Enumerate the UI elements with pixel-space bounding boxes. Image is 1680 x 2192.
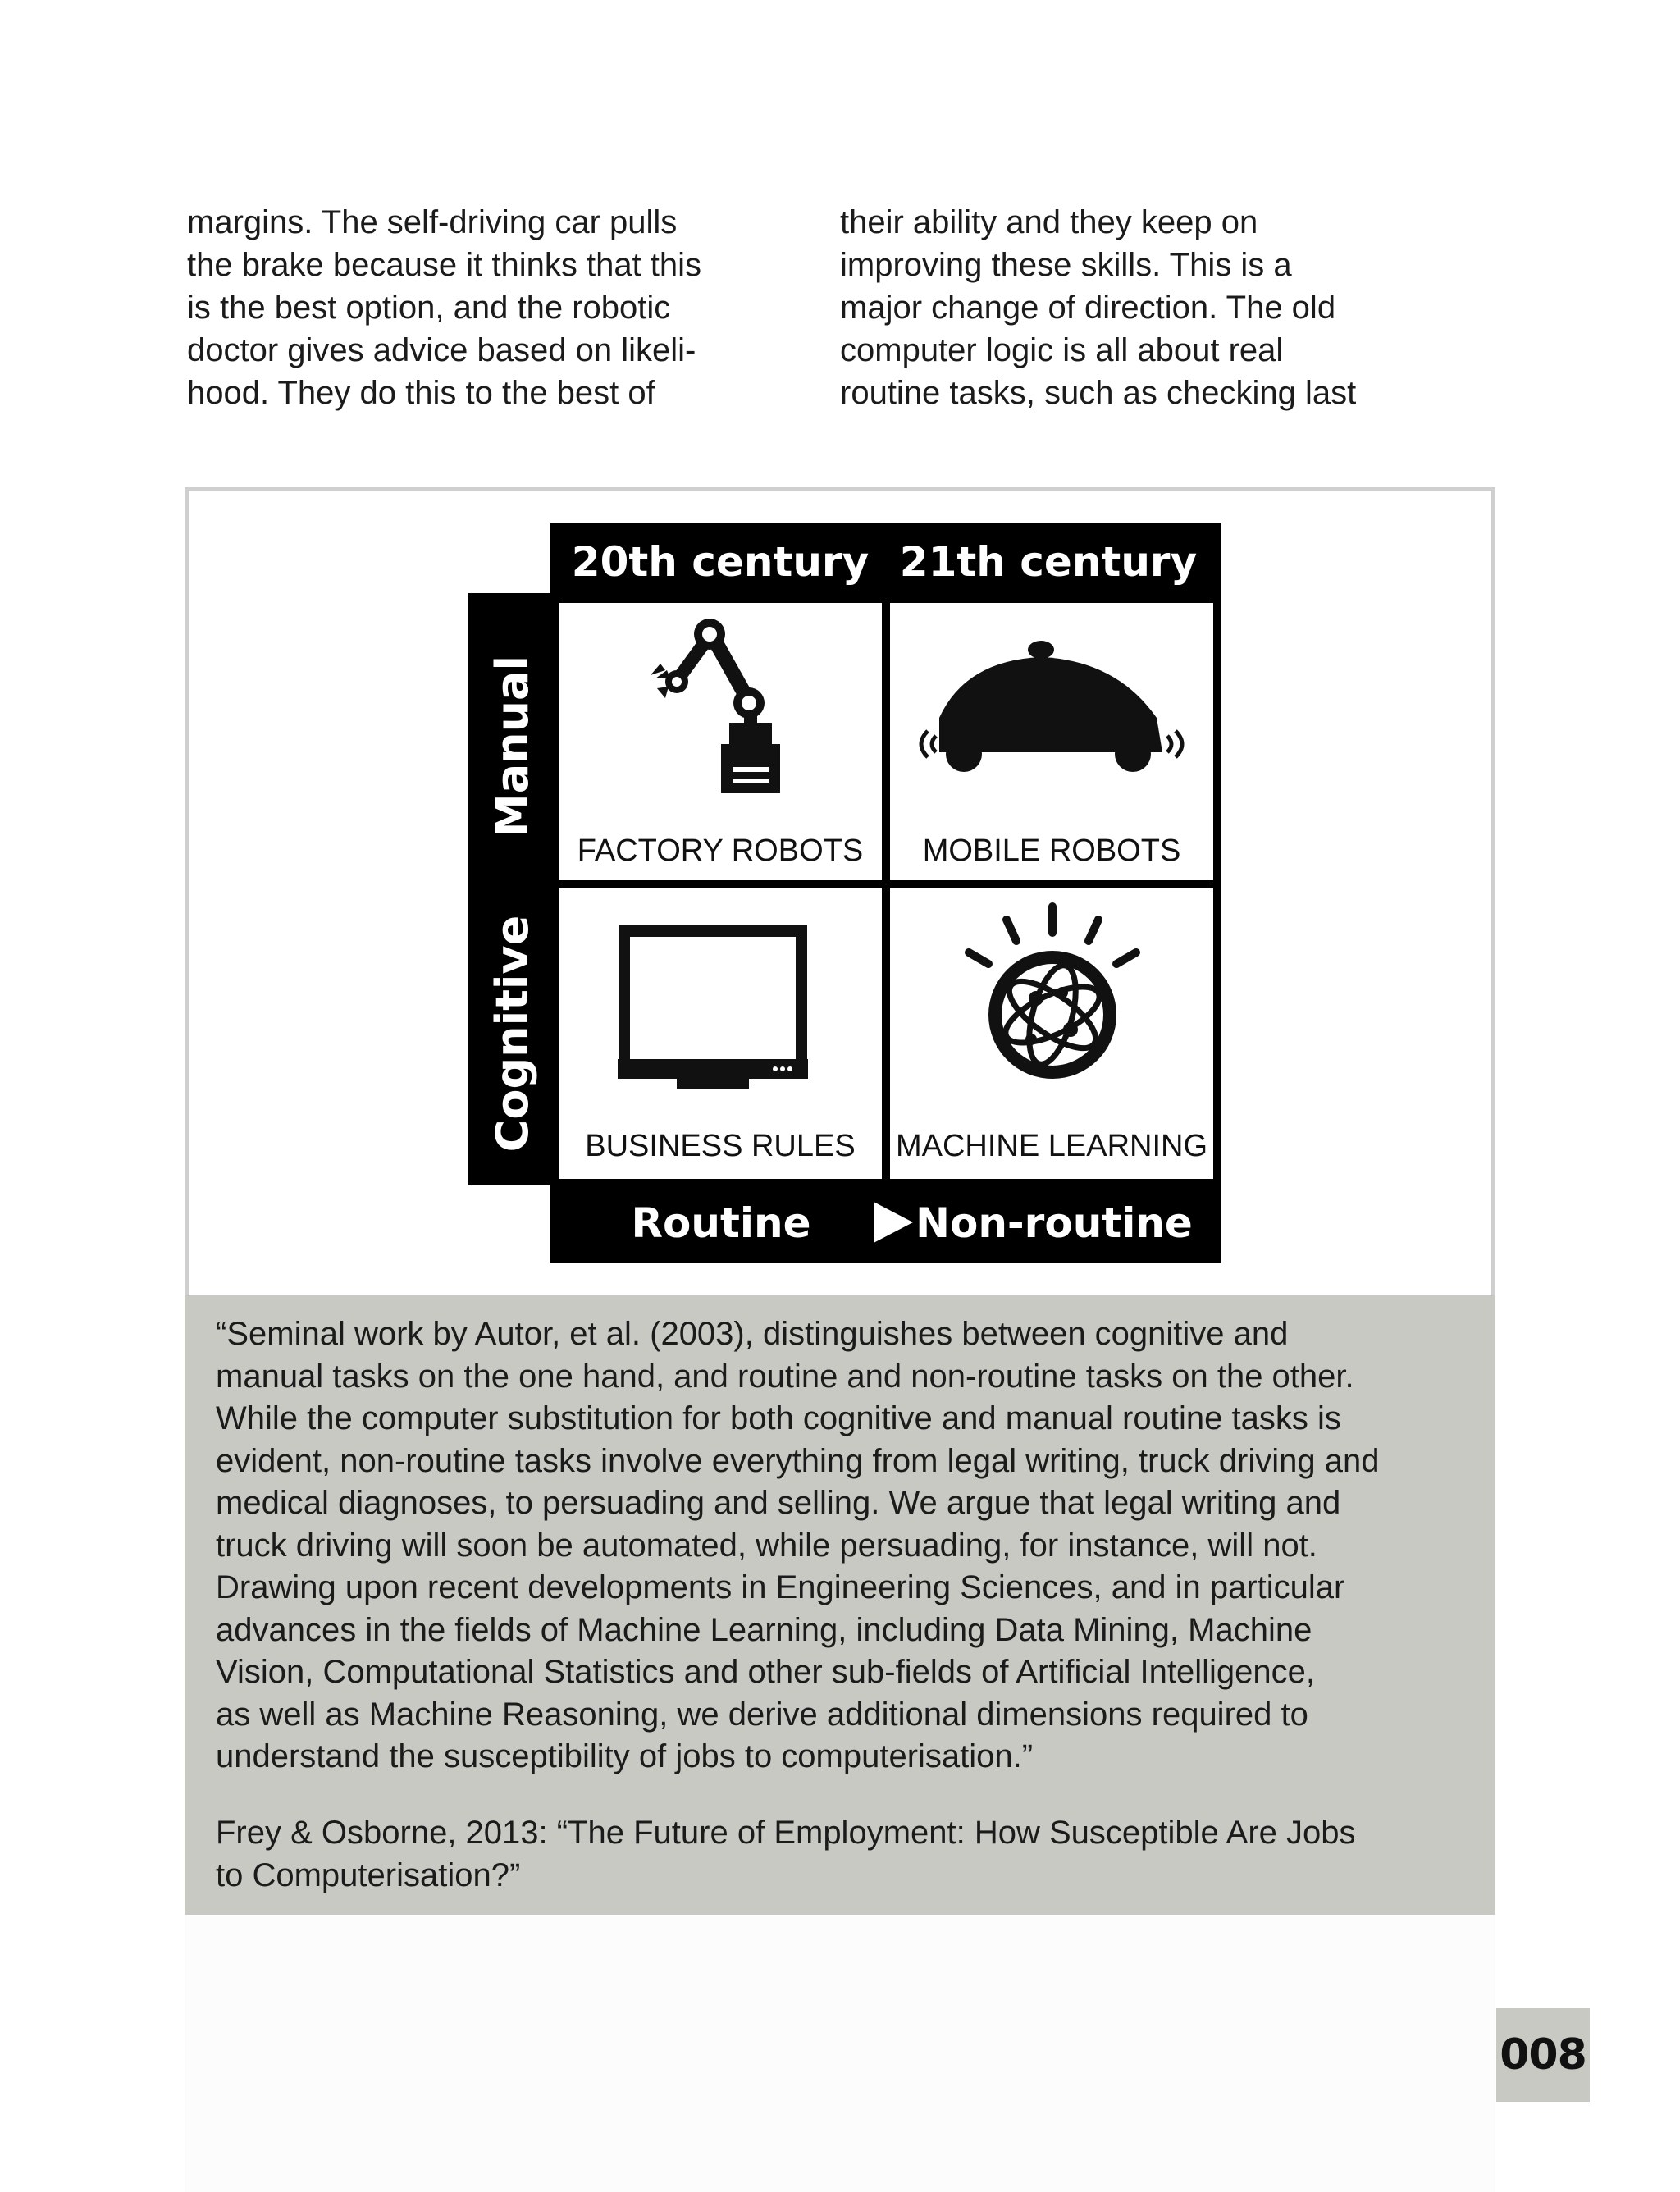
quote-line: understand the susceptibility of jobs to computerisation.” xyxy=(216,1738,1034,1774)
source-line: Frey & Osborne, 2013: “The Future of Employment: How Susceptible Are Jobs xyxy=(216,1815,1356,1851)
text-line: doctor gives advice based on likeli- xyxy=(187,332,696,368)
col-header-21th: 21th century xyxy=(899,538,1198,586)
text-line: computer logic is all about real xyxy=(840,332,1284,368)
text-line: hood. They do this to the best of xyxy=(187,375,655,411)
quote-source xyxy=(216,1812,1479,1897)
task-matrix-diagram xyxy=(189,491,1491,1295)
quote-caption-box xyxy=(185,1295,1495,1915)
quote-line: evident, non-routine tasks involve everything from legal writing, truck driving and xyxy=(216,1442,1380,1479)
body-text-left-column xyxy=(187,201,778,414)
quote-line: While the computer substitution for both cognitive and manual routine tasks is xyxy=(216,1400,1341,1436)
quote-line: “Seminal work by Autor, et al. (2003), distinguishes between cognitive and xyxy=(216,1316,1289,1352)
quote-line: manual tasks on the one hand, and routine and non-routine tasks on the other. xyxy=(216,1358,1354,1395)
source-line: to Computerisation?” xyxy=(216,1856,521,1893)
col-header-20th: 20th century xyxy=(571,538,870,586)
quote-line: advances in the fields of Machine Learning, including Data Mining, Machine xyxy=(216,1611,1312,1648)
cell-label-machine-learning: MACHINE LEARNING xyxy=(895,1129,1208,1163)
quote-line: Drawing upon recent developments in Engineering Sciences, and in particular xyxy=(216,1569,1345,1605)
text-line: improving these skills. This is a xyxy=(840,247,1292,283)
quote-line: medical diagnoses, to persuading and selling. We argue that legal writing and xyxy=(216,1485,1341,1521)
quote-line: as well as Machine Reasoning, we derive additional dimensions required to xyxy=(216,1696,1308,1733)
body-text-right-column xyxy=(840,201,1463,414)
text-line: margins. The self-driving car pulls xyxy=(187,204,678,240)
text-line: major change of direction. The old xyxy=(840,290,1336,326)
axis-label-non-routine: Non-routine xyxy=(915,1199,1193,1247)
page-lower-shade xyxy=(185,1916,1495,2192)
figure-frame xyxy=(185,487,1495,1295)
text-line: the brake because it thinks that this xyxy=(187,247,702,283)
quote-line: truck driving will soon be automated, while persuading, for instance, will not. xyxy=(216,1527,1317,1564)
text-line: routine tasks, such as checking last xyxy=(840,375,1357,411)
text-line: is the best option, and the robotic xyxy=(187,290,671,326)
cell-label-mobile-robots: MOBILE ROBOTS xyxy=(922,833,1181,868)
text-line: their ability and they keep on xyxy=(840,204,1258,240)
row-header-cognitive: Cognitive xyxy=(486,915,538,1153)
quote-line: Vision, Computational Statistics and other sub-fields of Artificial Intelligence, xyxy=(216,1654,1315,1690)
cell-label-business-rules: BUSINESS RULES xyxy=(585,1129,856,1163)
quote-text xyxy=(216,1313,1479,1779)
cell-label-factory-robots: FACTORY ROBOTS xyxy=(577,833,864,868)
page-number: 008 xyxy=(1496,2008,1590,2102)
row-header-manual: Manual xyxy=(486,655,538,838)
axis-label-routine: Routine xyxy=(631,1199,811,1247)
